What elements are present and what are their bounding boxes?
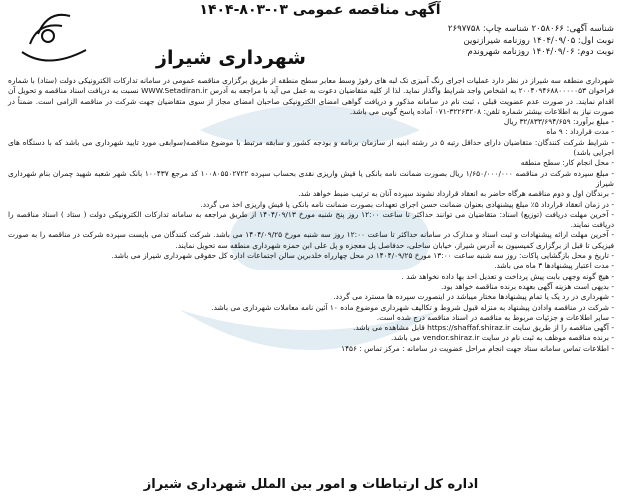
body-item-ad-cost: - بدیهی است هزینه آگهی بعهده برنده مناقصه خواهد بود. [440, 281, 614, 291]
notice-title: آگهی مناقصه عمومی ۰۳-۸۰۳-۱۴۰۴ [199, 2, 441, 18]
body-item-setad-contact: - اطلاعات تماس سامانه ستاد جهت انجام مراحل عضویت در سامانه : مرکز تماس : ۱۴۵۶ [341, 343, 614, 353]
body-item-validity: - مدت اعتبار پیشنهادها ۳ ماه می باشد. [494, 261, 614, 271]
notice-body [8, 76, 614, 354]
body-item-deposit: - مبلغ سپرده شرکت در مناقصه ۱/۶۵۰/۰۰۰/۰۰۰ ریال بصورت ضمانت نامه بانکی یا فیش واریزی نقدی بحساب سپرده ۱۰۰۸۰۵۵۰۲۷۲۲ کد مرجع ۱۰۰۴۳۷ بانک شهر شعبه شهید چمران بنام شهرداری شیراز [8, 168, 615, 188]
body-paragraph-intro: شهرداری منطقه سه شیراز در نظر دارد عملیات اجرای رنگ آمیزی تک لبه های رفوژ وسط معابر سطح منطقه از طریق برگزاری مناقصه عمومی در سامانه تدارکات الکترونیکی دولت (ستاد) با شماره فراخوان ۲۰۰۴۰۹۴۶۸۸۰۰۰۰۰۵۳ به اشخاص واجد شرایط واگذار نماید. لذا از کلیه متقاضیان دعوت به عمل می آید با مراجعه به آدرس WWW.Setadiran.ir نسبت به دریافت اسناد مناقصه و تحویل آن اقدام نمایند. در صورت عدم عضویت قبلی ، ثبت نام در سامانه مذکور و دریافت گواهی امضای الکترونیکی صاحبان امضای مجاز از سوی متقاضیان جهت شرکت در مناقصه الزامی است. ضمناً در صورت نیاز به اطلاعات بیشتر شماره تلفن: ۳۲۲۶۳۲۰۸-۰۷۱ آماده پاسخ گویی می باشد. [8, 76, 614, 116]
body-item-winners: - برندگان اول و دوم مناقصه هرگاه حاضر به انعقاد قرارداد نشوند سپرده آنان به ترتیب ضبط خواهد شد. [298, 189, 614, 199]
body-item-guarantee: - در زمان انعقاد قرارداد ۵٪ مبلغ پیشنهادی بعنوان ضمانت حسن اجرای تعهدات بصورت ضمانت نامه بانکی یا فیش واریزی اخذ می گردد. [200, 199, 614, 209]
body-item-prepayment: - هیچ گونه وجهی بابت پیش پرداخت و تعدیل احد بها داده نخواهد شد . [401, 271, 614, 281]
body-item-submission-deadline: - آخرین مهلت ارائه پیشنهادات و ثبت اسناد و مدارک در سامانه حداکثر تا ساعت ۱۲:۰۰ روز سه شنبه مورخ ۱۴۰۴/۰۹/۲۵ می باشد. شرکت کنندگان می بایست سپرده شرکت در مناقصه را به صورت فیزیکی تا قبل از برگزاری کمیسیون به آدرس شیراز، خیابان ساحلی، حدفاصل پل معجزه و پل علی ابن حمزه شهرداری منطقه سه تحویل نمایند. [8, 230, 614, 250]
body-item-acceptance: - شرکت در مناقصه وادادن پیشنهاد به منزله قبول شروط و تکالیف شهرداری موضوع ماده ۱۰ آئین نامه معاملات شهرداری می باشد. [211, 302, 614, 312]
meta-line-ids: شناسه آگهی: ۲۰۵۸۰۶۶ شناسه چاپ: ۲۶۹۷۷۵۸ [447, 24, 614, 34]
meta-line-first-publication: نوبت اول: ۱۴۰۴/۰۹/۰۵ روزنامه شیرازنوین [463, 35, 614, 46]
shiraz-municipality-logo-icon [8, 4, 306, 80]
notice-footer: اداره کل ارتباطات و امور بین الملل شهرداری شیراز [143, 477, 479, 492]
body-item-estimate: - مبلغ برآورد: ۳۲/۸۳۳/۶۹۴/۶۵۹ ریال [503, 117, 614, 127]
body-item-vendor-link: - برنده مناقصه موظف به ثبت نام در سایت vendor.shiraz.ir می باشد. [390, 333, 614, 343]
body-item-document-deadline: - آخرین مهلت دریافت (توزیع) اسناد: متقاضیان می توانند حداکثر تا ساعت ۱۲:۰۰ روز پنج شنبه مورخ ۱۴۰۴/۰۹/۱۳ از طریق مراجعه به سامانه تدارکات الکترونیکی دولت ( ستاد ) اسناد مناقصه را دریافت نمایند. [8, 209, 614, 230]
body-item-shaffaf-link: - آگهی مناقصه را از طریق سایت https://shaffaf.shiraz.ir قابل مشاهده می باشد. [353, 323, 614, 333]
meta-line-second-publication: نوبت دوم: ۱۴۰۴/۰۹/۰۶ روزنامه شهروندم [467, 47, 614, 57]
body-item-conditions: - شرایط شرکت کنندگان: متقاضیان دارای حداقل رتبه ۵ در رشته ابنیه از سازمان برنامه و بودجه کشور و سابقه مرتبط با موضوع مناقصه(سوابقی مورد تایید شهرداری می باشد که با دستگاه های اجرایی باشد) [8, 137, 614, 158]
body-item-other-info: - سایر اطلاعات و جزئیات مربوط به مناقصه در اسناد مناقصه درج شده است. [376, 312, 614, 322]
logo-text: شهرداری شیراز [156, 47, 306, 69]
body-item-duration: - مدت قرارداد : ۹ ماه [546, 127, 614, 137]
body-item-location: - محل انجام کار: سطح منطقه [520, 158, 614, 168]
notice-header [0, 0, 622, 84]
body-item-rejection: - شهرداری در رد یک یا تمام پیشنهادها مختار میباشد در اینصورت سپرده ها مسترد می گردد. [333, 292, 614, 302]
body-item-opening: - تاریخ و محل بازگشایی پاکات: روز سه شنبه ساعت ۱۳:۰۰ مورخ ۱۴۰۴/۰۹/۲۵ در محل چهارراه خلدبرین سالن اجتماعات اداره کل حقوقی شهرداری شیراز می باشد. [111, 251, 614, 261]
